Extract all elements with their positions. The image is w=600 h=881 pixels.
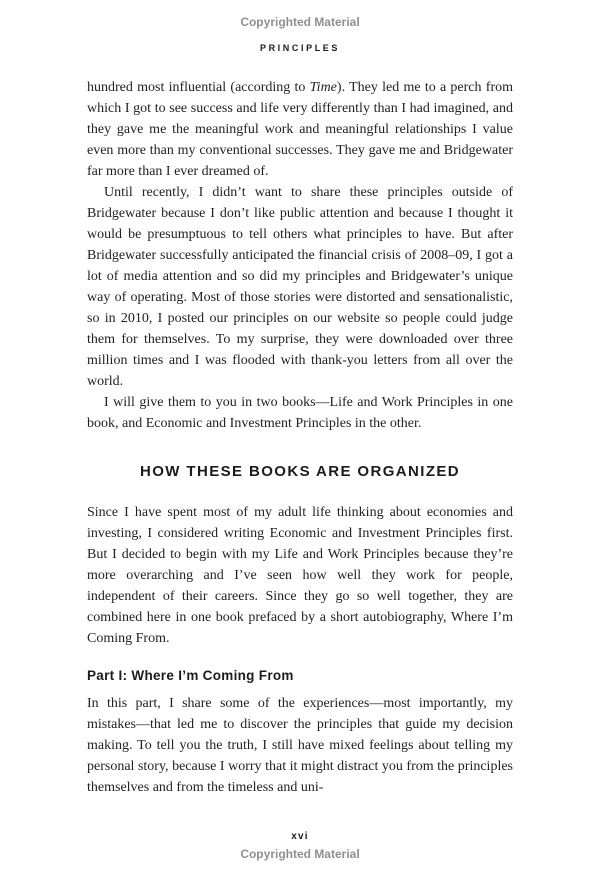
paragraph-continuation [87,77,513,182]
page-footer [0,831,600,881]
paragraph-text: hundred most influential (according to [87,80,310,95]
page-body [87,77,513,798]
paragraph: In this part, I share some of the experiences—most importantly, my mistakes—that led me to discover the principles that guide my decision making. To tell you the truth, I still have mixed feelings about telling my personal story, because I worry that it might distract you from the principles themselves and from the timeless and uni- [87,696,513,795]
magazine-title-italic: Time [309,80,337,95]
section-heading: HOW THESE BOOKS ARE ORGANIZED [139,463,461,480]
paragraph-text: ). They led me to a perch from which I got to see success and life very differently than I had imagined, and they gave me the meaningful work and meaningful relationships I value even more than my conventional successes. They gave me and Bridgewater far more than I ever dreamed of. [87,80,513,179]
paragraph: Since I have spent most of my adult life thinking about economies and investing, I considered writing Economic and Investment Principles first. But I decided to begin with my Life and Work Principles because they’re more overarching and I’ve seen how well they work for people, independent of their careers. Since they go so well together, they are combined here in one book prefaced by a short autobiography, Where I’m Coming From. [87,505,513,646]
page-number: xvi [291,831,309,842]
copyright-notice-top: Copyrighted Material [240,15,360,29]
paragraph: Until recently, I didn’t want to share these principles outside of Bridgewater because I don’t like public attention and because I thought it would be presumptuous to tell others what principles to have. But after Bridgewater successfully anticipated the financial crisis of 2008–09, I got a lot of media attention and so did my principles and Bridgewater’s unique way of operating. Most of those stories were distorted and sensationalistic, so in 2010, I posted our principles on our website so people could judge them for themselves. To my surprise, they were downloaded over three million times and I was flooded with thank-you letters from all over the world. [87,185,513,389]
part-heading: Part I: Where I’m Coming From [87,668,294,683]
copyright-notice-bottom: Copyrighted Material [240,847,360,861]
paragraph: I will give them to you in two books—Life and Work Principles in one book, and Economic and Investment Principles in the other. [87,395,513,431]
running-head-title: PRINCIPLES [259,43,340,53]
